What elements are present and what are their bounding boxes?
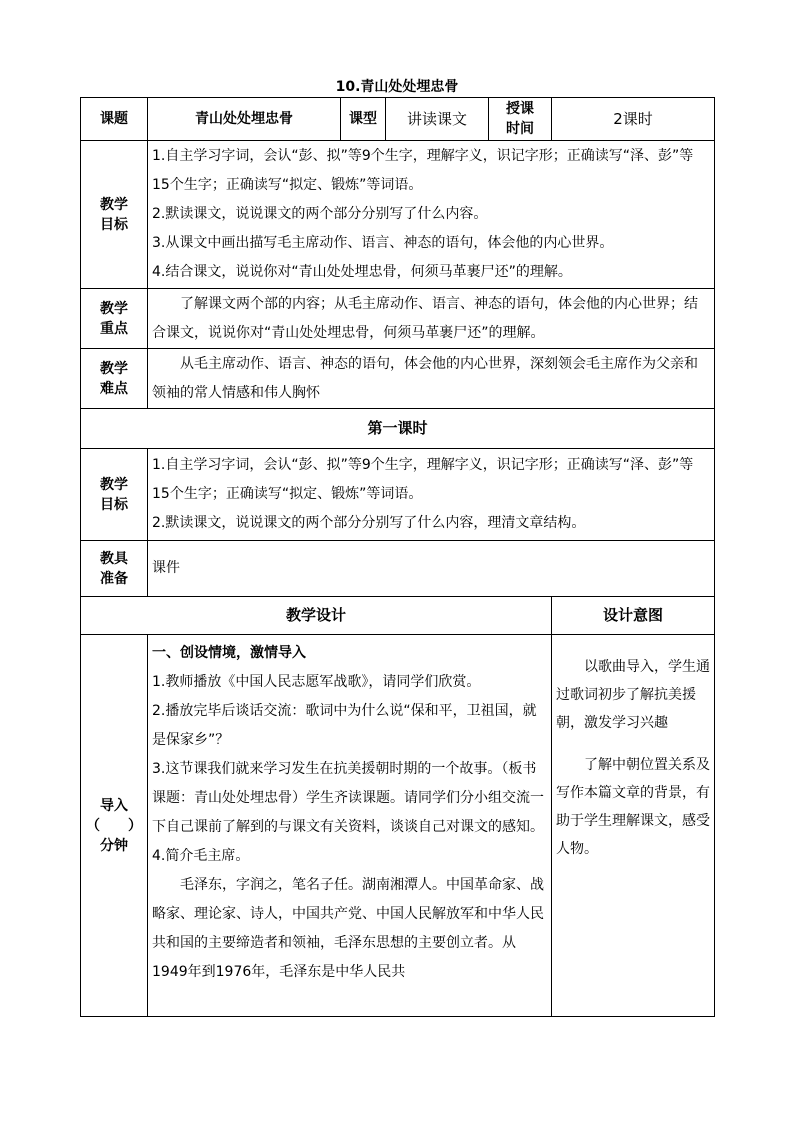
goals-label (81, 141, 148, 289)
key-points-text: 了解课文两个部的内容；从毛主席动作、语言、神态的语句，体会他的内心世界；结合课文，说说你对“青山处处埋忠骨，何须马革裹尸还”的理解。 (148, 289, 715, 349)
intro-row (81, 635, 715, 1017)
key-points-label-line1: 教学 (100, 300, 128, 317)
design-header-row (81, 597, 715, 635)
intro-intent (552, 635, 715, 1017)
period-goals-label-line2: 目标 (100, 496, 128, 513)
intro-content (148, 635, 552, 1017)
intro-intent-2: 了解中朝位置关系及写作本篇文章的背景，有助于学生理解课文，感受人物。 (556, 757, 710, 857)
key-points-label (81, 289, 148, 349)
period-goals-row (81, 449, 715, 541)
hours-label-line1: 授课 (506, 101, 534, 117)
intro-label-line3: 分钟 (100, 837, 128, 854)
difficulties-label-line2: 难点 (100, 380, 128, 397)
goals-row (81, 141, 715, 289)
intro-bio: 毛泽东，字润之，笔名子任。湖南湘潭人。中国革命家、战略家、理论家、诗人，中国共产党、中国人民解放军和中华人民共和国的主要缔造者和领袖，毛泽东思想的主要创立者。从1949年到1976年，毛泽东是中华人民共 (152, 877, 544, 980)
key-points-row (81, 289, 715, 349)
period-goal-item: 1.自主学习字词，会认“彭、拟”等9个生字，理解字义，识记字形；正确读写“泽、彭”等15个生字；正确读写“拟定、锻炼”等词语。 (152, 457, 694, 502)
intro-line: 2.播放完毕后谈话交流：歌词中为什么说“保和平，卫祖国，就是保家乡”？ (152, 703, 537, 748)
difficulties-label (81, 349, 148, 409)
materials-label (81, 541, 148, 597)
difficulties-text: 从毛主席动作、语言、神态的语句，体会他的内心世界，深刻领会毛主席作为父亲和领袖的常人情感和伟人胸怀 (148, 349, 715, 409)
goals-label-line2: 目标 (100, 216, 128, 233)
key-points-label-line2: 重点 (100, 320, 128, 337)
intro-line: 3.这节课我们就来学习发生在抗美援朝时期的一个故事。（板书课题：青山处处埋忠骨）学生齐读课题。请同学们分小组交流一下自己课前了解到的与课文有关资料，谈谈自己对课文的感知。 (152, 761, 544, 835)
materials-value: 课件 (148, 541, 715, 597)
intro-line: 4.简介毛主席。 (152, 848, 250, 864)
goal-item: 3.从课文中画出描写毛主席动作、语言、神态的语句，体会他的内心世界。 (152, 235, 614, 251)
course-value: 青山处处埋忠骨 (148, 98, 341, 141)
hours-value: 2课时 (552, 98, 715, 141)
period-goals-content (148, 449, 715, 541)
materials-label-line2: 准备 (100, 570, 128, 587)
period-goals-label (81, 449, 148, 541)
document-title: 10.青山处处埋忠骨 (335, 79, 459, 95)
intro-label (81, 635, 148, 1017)
header-row (81, 98, 715, 141)
type-value: 讲读课文 (386, 98, 489, 141)
materials-row (81, 541, 715, 597)
design-header: 教学设计 (81, 597, 552, 635)
intro-heading: 一、创设情境，激情导入 (152, 645, 306, 661)
difficulties-row (81, 349, 715, 409)
goal-item: 2.默读课文，说说课文的两个部分分别写了什么内容。 (152, 206, 488, 222)
intro-intent-1: 以歌曲导入，学生通过歌词初步了解抗美援朝，激发学习兴趣 (556, 659, 710, 731)
period-goals-label-line1: 教学 (100, 476, 128, 493)
goal-item: 4.结合课文，说说你对“青山处处埋忠骨，何须马革裹尸还”的理解。 (152, 264, 572, 280)
hours-label-line2: 时间 (506, 121, 534, 137)
intro-label-line2: （ ） (86, 817, 142, 834)
materials-label-line1: 教具 (100, 550, 128, 567)
hours-label (489, 98, 552, 141)
goal-item: 1.自主学习字词，会认“彭、拟”等9个生字，理解字义，识记字形；正确读写“泽、彭”等15个生字；正确读写“拟定、锻炼”等词语。 (152, 148, 694, 193)
period-title: 第一课时 (81, 409, 715, 449)
period-title-row (81, 409, 715, 449)
intent-header: 设计意图 (552, 597, 715, 635)
intro-line: 1.教师播放《中国人民志愿军战歌》，请同学们欣赏。 (152, 674, 481, 690)
course-label: 课题 (81, 98, 148, 141)
intro-label-line1: 导入 (100, 797, 128, 814)
goals-content (148, 141, 715, 289)
lesson-plan-table (80, 97, 715, 1017)
goals-label-line1: 教学 (100, 196, 128, 213)
type-label: 课型 (341, 98, 386, 141)
difficulties-label-line1: 教学 (100, 360, 128, 377)
period-goal-item: 2.默读课文，说说课文的两个部分分别写了什么内容，理清文章结构。 (152, 515, 586, 531)
